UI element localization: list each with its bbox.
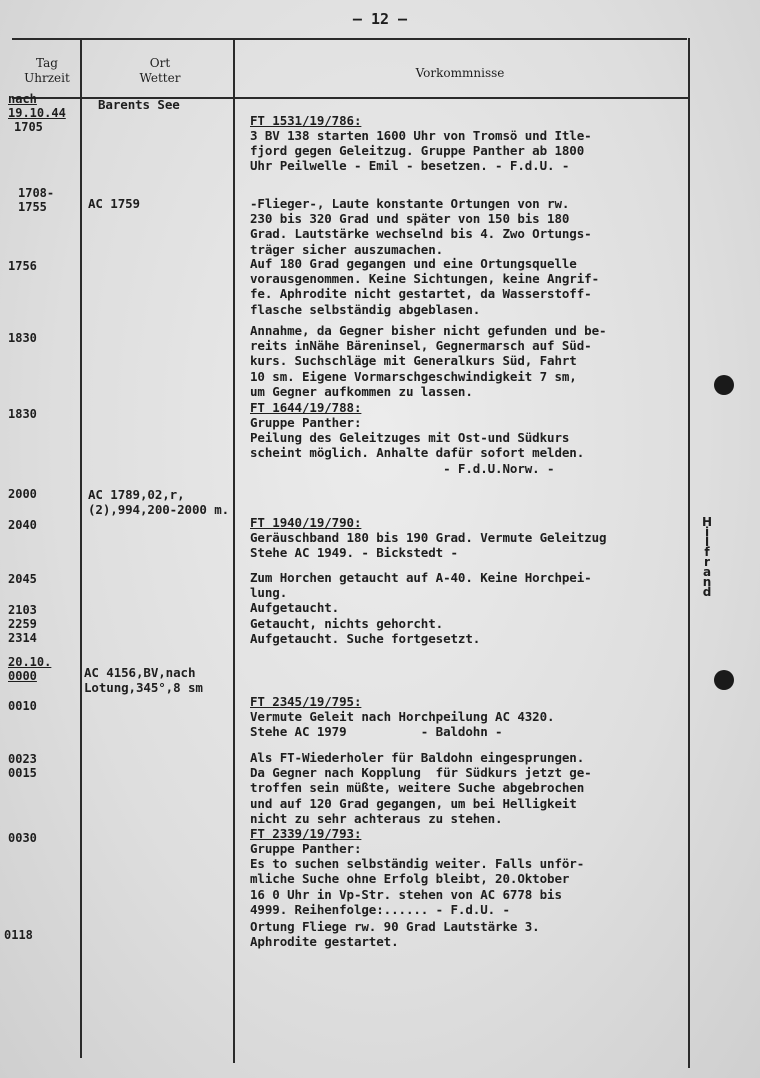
time-entry: 0030 bbox=[8, 831, 37, 845]
incident-text: Als FT-Wiederholer für Baldohn eingesprungen. Da Gegner nach Kopplung für Südkurs jetzt ge- troffen sein müßte, weitere Suche abgebrochen und auf 120 Grad gegangen, um bei Helligkeit nicht zu sehr achteraus zu stehen. bbox=[250, 750, 592, 826]
table-right-border bbox=[688, 38, 690, 1068]
place-entry: AC 4156,BV,nach Lotung,345°,8 sm bbox=[84, 665, 203, 696]
time-entry: 2045 bbox=[8, 572, 37, 586]
time-entry: 1705 bbox=[14, 120, 43, 134]
punch-hole bbox=[714, 670, 734, 690]
radio-message-ref: FT 2339/19/793: bbox=[250, 826, 362, 841]
radio-message-ref: FT 2345/19/795: bbox=[250, 694, 362, 709]
header-tag-uhrzeit: Tag Uhrzeit bbox=[24, 56, 70, 85]
place-entry: AC 1789,02,r, (2),994,200-2000 m. bbox=[88, 487, 230, 518]
radio-message-ref: FT 1940/19/790: bbox=[250, 515, 362, 530]
incident-text: -Flieger-, Laute konstante Ortungen von rw. 230 bis 320 Grad und später von 150 bis 180 Grad. Lautstärke wechselnd bis 4. Zwo Ortungs- träger sicher auszumachen. bbox=[250, 196, 592, 257]
incident-text: 3 BV 138 starten 1600 Uhr von Tromsö und Itle- fjord gegen Geleitzug. Gruppe Panther ab 1800 Uhr Peilwelle - Emil - besetzen. - F.d.U. - bbox=[250, 128, 592, 174]
radio-message-ref: FT 1531/19/786: bbox=[250, 113, 362, 128]
time-entry: 1708- 1755 bbox=[18, 186, 55, 214]
time-entry: 1756 bbox=[8, 259, 37, 273]
time-entry: 0010 bbox=[8, 699, 37, 713]
time-entry: 2103 2259 2314 bbox=[8, 603, 37, 645]
column-divider-2 bbox=[233, 38, 235, 1063]
time-entry: 0023 0015 bbox=[8, 752, 37, 780]
column-divider-1 bbox=[80, 38, 82, 1058]
time-entry: 2040 bbox=[8, 518, 37, 532]
time-date-2: 20.10. 0000 bbox=[8, 655, 52, 683]
table-top-rule bbox=[12, 38, 687, 40]
incident-text: Zum Horchen getaucht auf A-40. Keine Horchpei- lung. Aufgetaucht. Getaucht, nichts gehorcht. Aufgetaucht. Suche fortgesetzt. bbox=[250, 570, 592, 646]
header-ort-wetter: Ort Wetter bbox=[139, 56, 181, 85]
radio-message-ref: FT 1644/19/788: bbox=[250, 400, 362, 415]
time-entry: 0118 bbox=[4, 928, 33, 942]
incident-text: Vermute Geleit nach Horchpeilung AC 4320. Stehe AC 1979 - Baldohn - bbox=[250, 709, 555, 740]
place-entry: Barents See bbox=[98, 97, 180, 112]
page-number: – 12 – bbox=[352, 10, 408, 28]
incident-text: Auf 180 Grad gegangen und eine Ortungsquelle vorausgenommen. Keine Sichtungen, keine Angrif- fe. Aphrodite nicht gestartet, da Wasserstoff- flasche selbständig abgeblasen. bbox=[250, 256, 600, 317]
time-date-1: nach 19.10.44 bbox=[8, 92, 66, 120]
incident-text: Gruppe Panther: Peilung des Geleitzuges mit Ost-und Südkurs scheint möglich. Anhalte dafür sofort melden. - F.d.U.Norw. - bbox=[250, 415, 585, 476]
header-vorkommnisse: Vorkommnisse bbox=[415, 66, 505, 80]
place-entry: AC 1759 bbox=[88, 196, 140, 211]
incident-text: Geräuschband 180 bis 190 Grad. Vermute Geleitzug Stehe AC 1949. - Bickstedt - bbox=[250, 530, 607, 561]
time-entry: 2000 bbox=[8, 487, 37, 501]
punch-hole bbox=[714, 375, 734, 395]
incident-text: Gruppe Panther: Es to suchen selbständig weiter. Falls unför- mliche Suche ohne Erfolg bleibt, 20.Oktober 16 0 Uhr in Vp-Str. stehen von AC 6778 bis 4999. Reihenfolge:...... - F.d.U. - bbox=[250, 841, 585, 917]
time-entry: 1830 bbox=[8, 407, 37, 421]
incident-text: Annahme, da Gegner bisher nicht gefunden und be- reits inNähe Bäreninsel, Gegnermarsch auf Süd- kurs. Suchschläge mit Generalkurs Süd, Fahrt 10 sm. Eigene Vormarschgeschwindigkeit 7 sm, um Gegner aufkommen zu lassen. bbox=[250, 323, 607, 399]
time-entry: 1830 bbox=[8, 331, 37, 345]
side-margin-label: H i l f r a n d bbox=[701, 515, 713, 599]
incident-text: Ortung Fliege rw. 90 Grad Lautstärke 3. Aphrodite gestartet. bbox=[250, 919, 540, 950]
